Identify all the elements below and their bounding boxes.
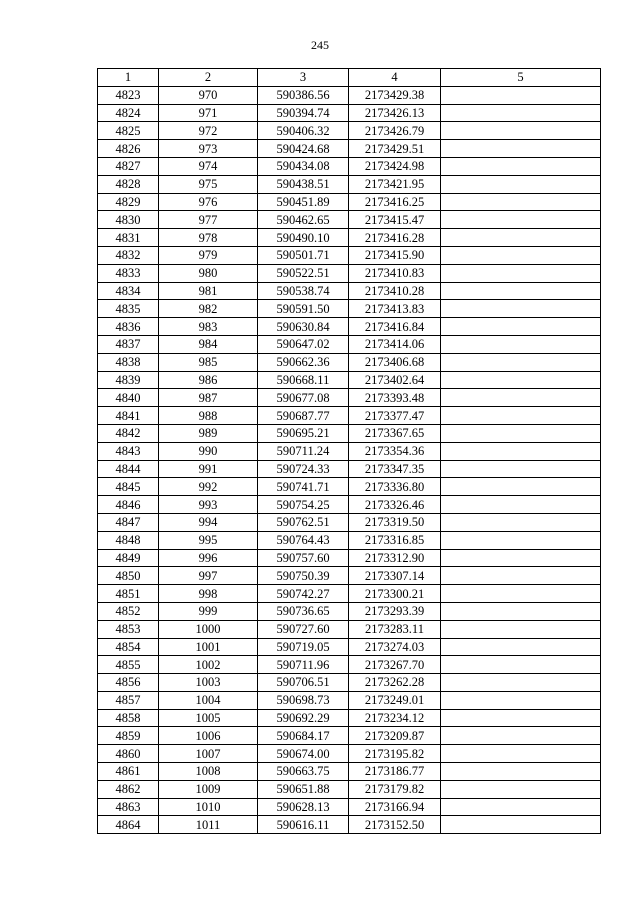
table-row xyxy=(98,157,601,175)
point-number-cell: 988 xyxy=(159,407,258,425)
y-coordinate-cell: 2173415.47 xyxy=(349,211,441,229)
y-coordinate-cell: 2173186.77 xyxy=(349,763,441,781)
y-coordinate-cell: 2173377.47 xyxy=(349,407,441,425)
point-number-cell: 1004 xyxy=(159,691,258,709)
y-coordinate-cell: 2173354.36 xyxy=(349,442,441,460)
x-coordinate-cell: 590628.13 xyxy=(258,798,349,816)
coordinates-table xyxy=(97,68,601,834)
point-number-cell: 976 xyxy=(159,193,258,211)
point-number-cell: 971 xyxy=(159,104,258,122)
header-col-2: 2 xyxy=(159,69,258,87)
note-cell xyxy=(441,798,601,816)
point-number-cell: 975 xyxy=(159,175,258,193)
x-coordinate-cell: 590434.08 xyxy=(258,157,349,175)
x-coordinate-cell: 590724.33 xyxy=(258,460,349,478)
x-coordinate-cell: 590668.11 xyxy=(258,371,349,389)
point-index-cell: 4831 xyxy=(98,229,159,247)
point-number-cell: 972 xyxy=(159,122,258,140)
note-cell xyxy=(441,549,601,567)
x-coordinate-cell: 590651.88 xyxy=(258,780,349,798)
point-index-cell: 4828 xyxy=(98,175,159,193)
point-number-cell: 978 xyxy=(159,229,258,247)
table-row xyxy=(98,745,601,763)
table-row xyxy=(98,620,601,638)
note-cell xyxy=(441,763,601,781)
y-coordinate-cell: 2173416.28 xyxy=(349,229,441,247)
x-coordinate-cell: 590695.21 xyxy=(258,424,349,442)
table-row xyxy=(98,602,601,620)
point-number-cell: 1009 xyxy=(159,780,258,798)
y-coordinate-cell: 2173267.70 xyxy=(349,656,441,674)
note-cell xyxy=(441,229,601,247)
note-cell xyxy=(441,478,601,496)
table-row xyxy=(98,389,601,407)
table-row xyxy=(98,531,601,549)
table-row xyxy=(98,175,601,193)
table-row xyxy=(98,86,601,104)
point-number-cell: 997 xyxy=(159,567,258,585)
header-col-3: 3 xyxy=(258,69,349,87)
x-coordinate-cell: 590762.51 xyxy=(258,513,349,531)
x-coordinate-cell: 590438.51 xyxy=(258,175,349,193)
point-number-cell: 977 xyxy=(159,211,258,229)
x-coordinate-cell: 590757.60 xyxy=(258,549,349,567)
note-cell xyxy=(441,424,601,442)
point-index-cell: 4846 xyxy=(98,496,159,514)
x-coordinate-cell: 590663.75 xyxy=(258,763,349,781)
table-row xyxy=(98,407,601,425)
point-index-cell: 4862 xyxy=(98,780,159,798)
note-cell xyxy=(441,709,601,727)
note-cell xyxy=(441,745,601,763)
point-index-cell: 4823 xyxy=(98,86,159,104)
page-number: 245 xyxy=(311,38,329,52)
x-coordinate-cell: 590462.65 xyxy=(258,211,349,229)
x-coordinate-cell: 590719.05 xyxy=(258,638,349,656)
x-coordinate-cell: 590727.60 xyxy=(258,620,349,638)
point-index-cell: 4835 xyxy=(98,300,159,318)
y-coordinate-cell: 2173347.35 xyxy=(349,460,441,478)
y-coordinate-cell: 2173249.01 xyxy=(349,691,441,709)
point-index-cell: 4859 xyxy=(98,727,159,745)
point-index-cell: 4852 xyxy=(98,602,159,620)
point-index-cell: 4825 xyxy=(98,122,159,140)
table-row xyxy=(98,335,601,353)
table-row xyxy=(98,460,601,478)
point-index-cell: 4850 xyxy=(98,567,159,585)
point-index-cell: 4855 xyxy=(98,656,159,674)
point-index-cell: 4844 xyxy=(98,460,159,478)
point-number-cell: 970 xyxy=(159,86,258,104)
point-number-cell: 984 xyxy=(159,335,258,353)
x-coordinate-cell: 590698.73 xyxy=(258,691,349,709)
point-number-cell: 990 xyxy=(159,442,258,460)
point-index-cell: 4840 xyxy=(98,389,159,407)
table-row xyxy=(98,816,601,834)
x-coordinate-cell: 590687.77 xyxy=(258,407,349,425)
note-cell xyxy=(441,585,601,603)
x-coordinate-cell: 590386.56 xyxy=(258,86,349,104)
y-coordinate-cell: 2173406.68 xyxy=(349,353,441,371)
point-index-cell: 4824 xyxy=(98,104,159,122)
y-coordinate-cell: 2173319.50 xyxy=(349,513,441,531)
y-coordinate-cell: 2173274.03 xyxy=(349,638,441,656)
note-cell xyxy=(441,442,601,460)
x-coordinate-cell: 590754.25 xyxy=(258,496,349,514)
point-number-cell: 980 xyxy=(159,264,258,282)
y-coordinate-cell: 2173424.98 xyxy=(349,157,441,175)
point-number-cell: 995 xyxy=(159,531,258,549)
note-cell xyxy=(441,282,601,300)
point-number-cell: 979 xyxy=(159,246,258,264)
point-index-cell: 4858 xyxy=(98,709,159,727)
y-coordinate-cell: 2173209.87 xyxy=(349,727,441,745)
point-index-cell: 4863 xyxy=(98,798,159,816)
note-cell xyxy=(441,407,601,425)
point-index-cell: 4847 xyxy=(98,513,159,531)
table-body xyxy=(98,86,601,833)
note-cell xyxy=(441,318,601,336)
point-index-cell: 4838 xyxy=(98,353,159,371)
point-number-cell: 986 xyxy=(159,371,258,389)
point-index-cell: 4848 xyxy=(98,531,159,549)
x-coordinate-cell: 590424.68 xyxy=(258,140,349,158)
point-number-cell: 996 xyxy=(159,549,258,567)
table-row xyxy=(98,371,601,389)
point-number-cell: 1006 xyxy=(159,727,258,745)
x-coordinate-cell: 590647.02 xyxy=(258,335,349,353)
note-cell xyxy=(441,122,601,140)
point-number-cell: 1011 xyxy=(159,816,258,834)
table-row xyxy=(98,318,601,336)
point-index-cell: 4860 xyxy=(98,745,159,763)
table-row xyxy=(98,229,601,247)
y-coordinate-cell: 2173234.12 xyxy=(349,709,441,727)
note-cell xyxy=(441,567,601,585)
y-coordinate-cell: 2173414.06 xyxy=(349,335,441,353)
table-row xyxy=(98,353,601,371)
note-cell xyxy=(441,638,601,656)
table-row xyxy=(98,674,601,692)
point-number-cell: 1002 xyxy=(159,656,258,674)
point-index-cell: 4830 xyxy=(98,211,159,229)
point-number-cell: 992 xyxy=(159,478,258,496)
point-number-cell: 1007 xyxy=(159,745,258,763)
point-index-cell: 4837 xyxy=(98,335,159,353)
note-cell xyxy=(441,674,601,692)
point-index-cell: 4829 xyxy=(98,193,159,211)
point-number-cell: 1010 xyxy=(159,798,258,816)
table-row xyxy=(98,424,601,442)
y-coordinate-cell: 2173283.11 xyxy=(349,620,441,638)
table-row xyxy=(98,122,601,140)
x-coordinate-cell: 590711.96 xyxy=(258,656,349,674)
x-coordinate-cell: 590451.89 xyxy=(258,193,349,211)
note-cell xyxy=(441,602,601,620)
y-coordinate-cell: 2173393.48 xyxy=(349,389,441,407)
x-coordinate-cell: 590490.10 xyxy=(258,229,349,247)
x-coordinate-cell: 590750.39 xyxy=(258,567,349,585)
note-cell xyxy=(441,620,601,638)
y-coordinate-cell: 2173410.83 xyxy=(349,264,441,282)
y-coordinate-cell: 2173413.83 xyxy=(349,300,441,318)
note-cell xyxy=(441,300,601,318)
x-coordinate-cell: 590684.17 xyxy=(258,727,349,745)
point-number-cell: 1005 xyxy=(159,709,258,727)
y-coordinate-cell: 2173166.94 xyxy=(349,798,441,816)
table-row xyxy=(98,691,601,709)
x-coordinate-cell: 590662.36 xyxy=(258,353,349,371)
table-row xyxy=(98,567,601,585)
point-index-cell: 4857 xyxy=(98,691,159,709)
x-coordinate-cell: 590591.50 xyxy=(258,300,349,318)
x-coordinate-cell: 590677.08 xyxy=(258,389,349,407)
x-coordinate-cell: 590692.29 xyxy=(258,709,349,727)
y-coordinate-cell: 2173307.14 xyxy=(349,567,441,585)
point-index-cell: 4826 xyxy=(98,140,159,158)
table-row xyxy=(98,549,601,567)
table-row xyxy=(98,246,601,264)
note-cell xyxy=(441,496,601,514)
table-row xyxy=(98,193,601,211)
table-row xyxy=(98,638,601,656)
y-coordinate-cell: 2173416.84 xyxy=(349,318,441,336)
y-coordinate-cell: 2173326.46 xyxy=(349,496,441,514)
note-cell xyxy=(441,264,601,282)
y-coordinate-cell: 2173416.25 xyxy=(349,193,441,211)
y-coordinate-cell: 2173426.79 xyxy=(349,122,441,140)
y-coordinate-cell: 2173179.82 xyxy=(349,780,441,798)
x-coordinate-cell: 590674.00 xyxy=(258,745,349,763)
y-coordinate-cell: 2173262.28 xyxy=(349,674,441,692)
point-number-cell: 999 xyxy=(159,602,258,620)
point-number-cell: 989 xyxy=(159,424,258,442)
x-coordinate-cell: 590394.74 xyxy=(258,104,349,122)
table-row xyxy=(98,300,601,318)
x-coordinate-cell: 590616.11 xyxy=(258,816,349,834)
note-cell xyxy=(441,371,601,389)
note-cell xyxy=(441,816,601,834)
table-row xyxy=(98,727,601,745)
point-number-cell: 987 xyxy=(159,389,258,407)
point-index-cell: 4845 xyxy=(98,478,159,496)
table-row xyxy=(98,709,601,727)
y-coordinate-cell: 2173429.38 xyxy=(349,86,441,104)
y-coordinate-cell: 2173367.65 xyxy=(349,424,441,442)
header-col-5: 5 xyxy=(441,69,601,87)
note-cell xyxy=(441,211,601,229)
point-index-cell: 4841 xyxy=(98,407,159,425)
table-row xyxy=(98,798,601,816)
header-col-1: 1 xyxy=(98,69,159,87)
note-cell xyxy=(441,691,601,709)
y-coordinate-cell: 2173336.80 xyxy=(349,478,441,496)
note-cell xyxy=(441,727,601,745)
y-coordinate-cell: 2173415.90 xyxy=(349,246,441,264)
table-row xyxy=(98,211,601,229)
point-index-cell: 4843 xyxy=(98,442,159,460)
note-cell xyxy=(441,389,601,407)
table-row xyxy=(98,763,601,781)
y-coordinate-cell: 2173152.50 xyxy=(349,816,441,834)
x-coordinate-cell: 590764.43 xyxy=(258,531,349,549)
point-number-cell: 981 xyxy=(159,282,258,300)
point-number-cell: 974 xyxy=(159,157,258,175)
note-cell xyxy=(441,656,601,674)
point-index-cell: 4839 xyxy=(98,371,159,389)
point-number-cell: 983 xyxy=(159,318,258,336)
point-number-cell: 1000 xyxy=(159,620,258,638)
point-number-cell: 973 xyxy=(159,140,258,158)
y-coordinate-cell: 2173316.85 xyxy=(349,531,441,549)
point-number-cell: 994 xyxy=(159,513,258,531)
point-index-cell: 4834 xyxy=(98,282,159,300)
x-coordinate-cell: 590742.27 xyxy=(258,585,349,603)
note-cell xyxy=(441,86,601,104)
x-coordinate-cell: 590736.65 xyxy=(258,602,349,620)
point-index-cell: 4833 xyxy=(98,264,159,282)
note-cell xyxy=(441,157,601,175)
table-row xyxy=(98,656,601,674)
y-coordinate-cell: 2173402.64 xyxy=(349,371,441,389)
header-col-4: 4 xyxy=(349,69,441,87)
point-index-cell: 4836 xyxy=(98,318,159,336)
table-row xyxy=(98,442,601,460)
table-row xyxy=(98,264,601,282)
x-coordinate-cell: 590741.71 xyxy=(258,478,349,496)
x-coordinate-cell: 590706.51 xyxy=(258,674,349,692)
point-index-cell: 4842 xyxy=(98,424,159,442)
note-cell xyxy=(441,531,601,549)
note-cell xyxy=(441,780,601,798)
note-cell xyxy=(441,175,601,193)
point-number-cell: 993 xyxy=(159,496,258,514)
y-coordinate-cell: 2173410.28 xyxy=(349,282,441,300)
note-cell xyxy=(441,193,601,211)
point-number-cell: 991 xyxy=(159,460,258,478)
note-cell xyxy=(441,104,601,122)
note-cell xyxy=(441,246,601,264)
y-coordinate-cell: 2173195.82 xyxy=(349,745,441,763)
x-coordinate-cell: 590630.84 xyxy=(258,318,349,336)
table-row xyxy=(98,513,601,531)
table-row xyxy=(98,282,601,300)
point-index-cell: 4849 xyxy=(98,549,159,567)
table-row xyxy=(98,496,601,514)
table-row xyxy=(98,104,601,122)
point-index-cell: 4832 xyxy=(98,246,159,264)
table-row xyxy=(98,140,601,158)
point-index-cell: 4853 xyxy=(98,620,159,638)
y-coordinate-cell: 2173312.90 xyxy=(349,549,441,567)
table-row xyxy=(98,585,601,603)
x-coordinate-cell: 590406.32 xyxy=(258,122,349,140)
x-coordinate-cell: 590538.74 xyxy=(258,282,349,300)
point-index-cell: 4854 xyxy=(98,638,159,656)
table-header xyxy=(98,69,601,87)
point-index-cell: 4851 xyxy=(98,585,159,603)
y-coordinate-cell: 2173429.51 xyxy=(349,140,441,158)
point-number-cell: 998 xyxy=(159,585,258,603)
point-index-cell: 4827 xyxy=(98,157,159,175)
table-row xyxy=(98,780,601,798)
point-number-cell: 1003 xyxy=(159,674,258,692)
x-coordinate-cell: 590711.24 xyxy=(258,442,349,460)
y-coordinate-cell: 2173421.95 xyxy=(349,175,441,193)
point-number-cell: 1001 xyxy=(159,638,258,656)
point-number-cell: 982 xyxy=(159,300,258,318)
y-coordinate-cell: 2173300.21 xyxy=(349,585,441,603)
x-coordinate-cell: 590501.71 xyxy=(258,246,349,264)
x-coordinate-cell: 590522.51 xyxy=(258,264,349,282)
point-number-cell: 1008 xyxy=(159,763,258,781)
point-index-cell: 4864 xyxy=(98,816,159,834)
note-cell xyxy=(441,513,601,531)
y-coordinate-cell: 2173293.39 xyxy=(349,602,441,620)
point-index-cell: 4861 xyxy=(98,763,159,781)
note-cell xyxy=(441,335,601,353)
y-coordinate-cell: 2173426.13 xyxy=(349,104,441,122)
point-index-cell: 4856 xyxy=(98,674,159,692)
table-row xyxy=(98,478,601,496)
note-cell xyxy=(441,140,601,158)
note-cell xyxy=(441,460,601,478)
header-row xyxy=(98,69,601,87)
point-number-cell: 985 xyxy=(159,353,258,371)
note-cell xyxy=(441,353,601,371)
